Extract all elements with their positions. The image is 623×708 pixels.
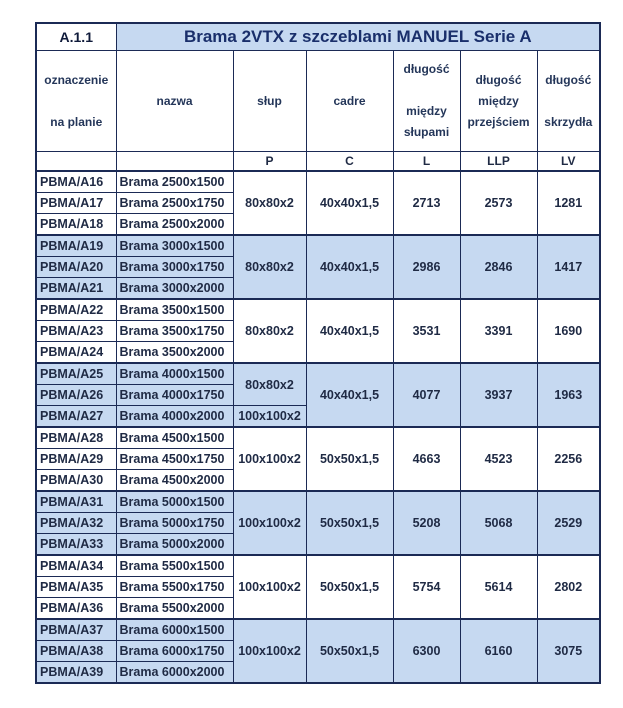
cell-cadre: 40x40x1,5 [306, 235, 393, 299]
cell-LLP: 3391 [460, 299, 537, 363]
cell-name: Brama 5500x2000 [116, 598, 233, 620]
table-row [36, 171, 600, 193]
cell-name: Brama 3000x1750 [116, 257, 233, 278]
cell-LV: 1690 [537, 299, 600, 363]
cell-name: Brama 5500x1500 [116, 555, 233, 577]
cell-name: Brama 2500x1750 [116, 193, 233, 214]
cell-cadre: 50x50x1,5 [306, 555, 393, 619]
cell-cadre: 50x50x1,5 [306, 619, 393, 683]
table-body [36, 171, 600, 683]
cell-LV: 2802 [537, 555, 600, 619]
cell-LLP: 5614 [460, 555, 537, 619]
cell-L: 5754 [393, 555, 460, 619]
cell-code: PBMA/A39 [36, 662, 116, 684]
cell-slup: 100x100x2 [233, 491, 306, 555]
cell-L: 3531 [393, 299, 460, 363]
table-row [36, 299, 600, 321]
cell-code: PBMA/A21 [36, 278, 116, 300]
cell-LV: 1281 [537, 171, 600, 235]
cell-cadre: 50x50x1,5 [306, 491, 393, 555]
cell-code: PBMA/A26 [36, 385, 116, 406]
product-table-wrapper [35, 22, 599, 684]
col-header-slup: słup [233, 51, 306, 152]
cell-name: Brama 5000x1500 [116, 491, 233, 513]
cell-LLP: 4523 [460, 427, 537, 491]
cell-LV: 3075 [537, 619, 600, 683]
cell-code: PBMA/A33 [36, 534, 116, 556]
cell-cadre: 40x40x1,5 [306, 299, 393, 363]
cell-slup: 80x80x2 [233, 171, 306, 235]
cell-name: Brama 6000x2000 [116, 662, 233, 684]
cell-code: PBMA/A32 [36, 513, 116, 534]
cell-name: Brama 3500x2000 [116, 342, 233, 364]
table-row [36, 235, 600, 257]
unit-L: L [393, 152, 460, 172]
cell-name: Brama 3000x2000 [116, 278, 233, 300]
cell-L: 4663 [393, 427, 460, 491]
cell-name: Brama 2500x2000 [116, 214, 233, 236]
cell-LV: 1963 [537, 363, 600, 427]
cell-L: 6300 [393, 619, 460, 683]
cell-code: PBMA/A22 [36, 299, 116, 321]
cell-slup: 100x100x2 [233, 555, 306, 619]
cell-code: PBMA/A31 [36, 491, 116, 513]
cell-name: Brama 5500x1750 [116, 577, 233, 598]
cell-cadre: 40x40x1,5 [306, 363, 393, 427]
cell-slup: 80x80x2 [233, 363, 306, 406]
table-title: Brama 2VTX z szczeblami MANUEL Serie A [116, 23, 600, 51]
cell-LLP: 2573 [460, 171, 537, 235]
cell-code: PBMA/A20 [36, 257, 116, 278]
cell-code: PBMA/A28 [36, 427, 116, 449]
cell-code: PBMA/A17 [36, 193, 116, 214]
cell-slup: 100x100x2 [233, 427, 306, 491]
cell-LLP: 5068 [460, 491, 537, 555]
cell-code: PBMA/A16 [36, 171, 116, 193]
col-header-cadre: cadre [306, 51, 393, 152]
cell-code: PBMA/A18 [36, 214, 116, 236]
cell-cadre: 50x50x1,5 [306, 427, 393, 491]
cell-name: Brama 4000x2000 [116, 406, 233, 428]
cell-L: 4077 [393, 363, 460, 427]
col-header-LV: długość skrzydła [537, 51, 600, 152]
cell-LV: 2529 [537, 491, 600, 555]
cell-code: PBMA/A25 [36, 363, 116, 385]
cell-code: PBMA/A34 [36, 555, 116, 577]
cell-code: PBMA/A35 [36, 577, 116, 598]
cell-LLP: 2846 [460, 235, 537, 299]
cell-name: Brama 5000x1750 [116, 513, 233, 534]
cell-L: 5208 [393, 491, 460, 555]
cell-code: PBMA/A36 [36, 598, 116, 620]
table-row [36, 363, 600, 385]
cell-code: PBMA/A19 [36, 235, 116, 257]
cell-name: Brama 6000x1750 [116, 641, 233, 662]
cell-L: 2713 [393, 171, 460, 235]
cell-code: PBMA/A38 [36, 641, 116, 662]
unit-LLP: LLP [460, 152, 537, 172]
col-header-oznaczenie: oznaczenie na planie [36, 51, 116, 152]
cell-L: 2986 [393, 235, 460, 299]
cell-name: Brama 4500x1500 [116, 427, 233, 449]
cell-slup: 100x100x2 [233, 406, 306, 428]
unit-cadre: C [306, 152, 393, 172]
cell-LV: 2256 [537, 427, 600, 491]
cell-LLP: 3937 [460, 363, 537, 427]
cell-slup: 80x80x2 [233, 299, 306, 363]
cell-slup: 80x80x2 [233, 235, 306, 299]
cell-LLP: 6160 [460, 619, 537, 683]
cell-name: Brama 3500x1750 [116, 321, 233, 342]
cell-name: Brama 4000x1750 [116, 385, 233, 406]
table-row [36, 427, 600, 449]
unit-empty-1 [36, 152, 116, 172]
cell-code: PBMA/A23 [36, 321, 116, 342]
unit-slup: P [233, 152, 306, 172]
cell-name: Brama 5000x2000 [116, 534, 233, 556]
cell-code: PBMA/A37 [36, 619, 116, 641]
table-row [36, 619, 600, 641]
col-header-LLP: długość między przejściem [460, 51, 537, 152]
cell-code: PBMA/A24 [36, 342, 116, 364]
cell-name: Brama 4500x1750 [116, 449, 233, 470]
cell-name: Brama 4500x2000 [116, 470, 233, 492]
col-header-nazwa: nazwa [116, 51, 233, 152]
cell-name: Brama 2500x1500 [116, 171, 233, 193]
product-table [35, 22, 601, 684]
cell-code: PBMA/A27 [36, 406, 116, 428]
cell-name: Brama 4000x1500 [116, 363, 233, 385]
cell-cadre: 40x40x1,5 [306, 171, 393, 235]
unit-LV: LV [537, 152, 600, 172]
cell-name: Brama 3000x1500 [116, 235, 233, 257]
cell-name: Brama 6000x1500 [116, 619, 233, 641]
cell-name: Brama 3500x1500 [116, 299, 233, 321]
table-row [36, 555, 600, 577]
cell-LV: 1417 [537, 235, 600, 299]
col-header-L: długość między słupami [393, 51, 460, 152]
table-row [36, 491, 600, 513]
cell-code: PBMA/A29 [36, 449, 116, 470]
cell-slup: 100x100x2 [233, 619, 306, 683]
unit-empty-2 [116, 152, 233, 172]
cell-code: PBMA/A30 [36, 470, 116, 492]
table-code: A.1.1 [36, 23, 116, 51]
